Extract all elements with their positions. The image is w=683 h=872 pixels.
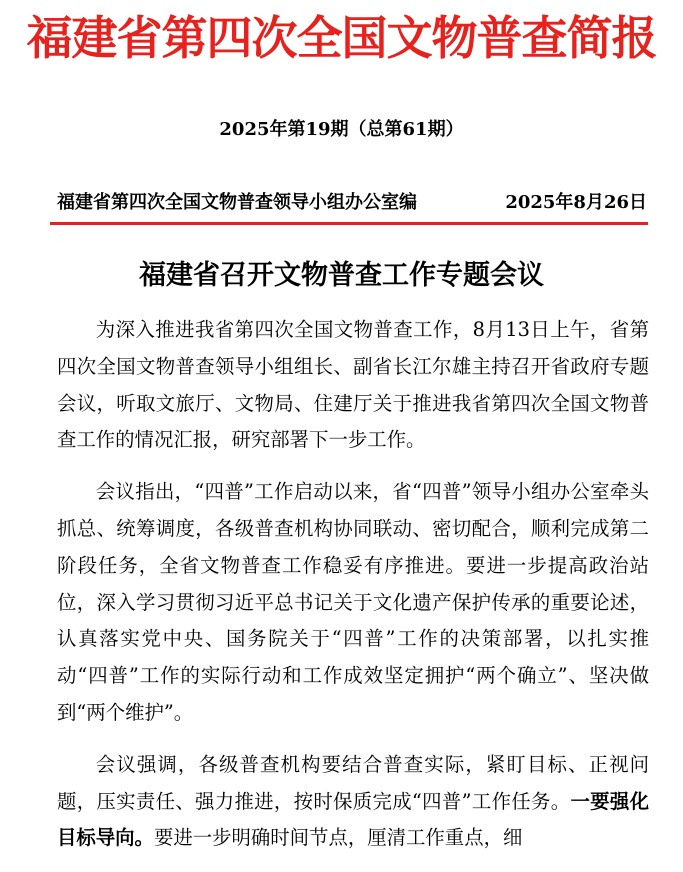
paragraph-3-text: 会议强调，各级普查机构要结合普查实际，紧盯目标、正视问题，压实责任、强力推进，按时保质完成“四普”工作任务。: [57, 752, 649, 813]
paragraph-3: [57, 747, 649, 857]
publish-date: 2025年8月26日: [505, 192, 647, 213]
paragraph-2: 会议指出，“四普”工作启动以来，省“四普”领导小组办公室牵头抓总、统筹调度，各级普查机构协同联动、密切配合，顺利完成第二阶段任务，全省文物普查工作稳妥有序推进。要进一步提高政治站位，深入学习贯彻习近平总书记关于文化遗产保护传承的重要论述，认真落实党中央、国务院关于“四普”工作的决策部署，以扎实推动“四普”工作的实际行动和工作成效坚定拥护“两个确立”、坚决做到“两个维护”。: [57, 480, 649, 724]
red-divider-line: [50, 222, 648, 225]
paragraph-1: 为深入推进我省第四次全国文物普查工作，8月13日上午，省第四次全国文物普查领导小组组长、副省长江尔雄主持召开省政府专题会议，听取文旅厅、文物局、住建厅关于推进我省第四次全国文物普查工作的情况汇报，研究部署下一步工作。: [57, 318, 649, 452]
editor-name: 福建省第四次全国文物普查领导小组办公室编: [57, 192, 417, 213]
masthead-title: 福建省第四次全国文物普查简报: [26, 11, 657, 65]
issue-number: 2025年第19期（总第61期）: [219, 119, 464, 140]
point-1-heading: 一要强化目标导向。: [57, 789, 649, 850]
article-title: 福建省召开文物普查工作专题会议: [139, 260, 544, 291]
editor-row: [57, 190, 647, 216]
article-body: [57, 312, 649, 872]
point-1-text: 要进一步明确时间节点，厘清工作重点，细: [153, 826, 523, 850]
